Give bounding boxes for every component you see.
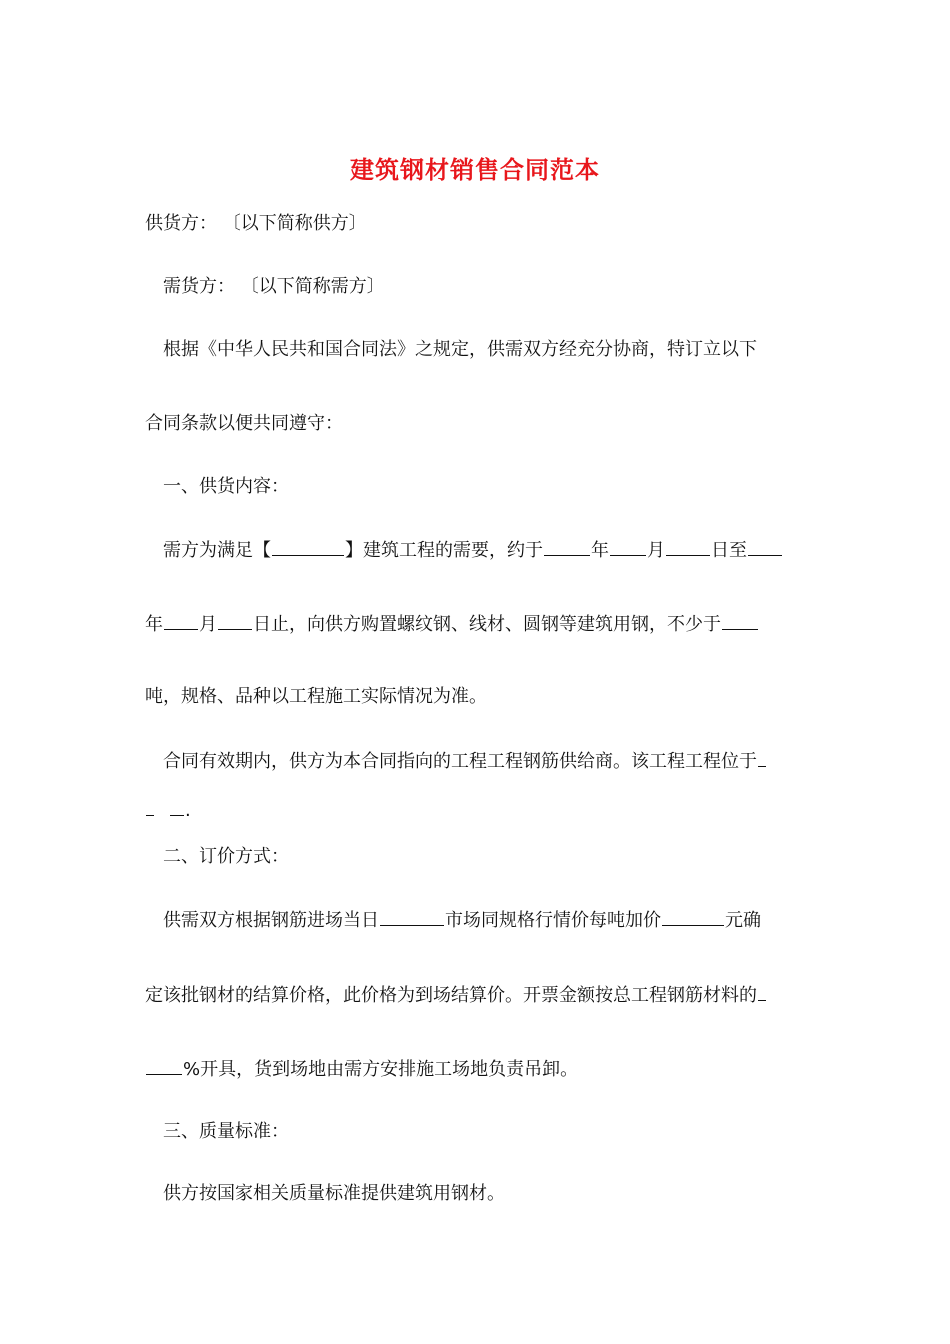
section-3-heading: 三、质量标准：	[163, 1121, 289, 1142]
supply-content-line-2	[145, 611, 759, 637]
text-segment: 年	[145, 614, 163, 635]
text-segment: .	[185, 800, 191, 821]
validity-line-1	[163, 748, 767, 774]
document-title: 建筑钢材销售合同范本	[350, 155, 600, 184]
blank-invoice-percent-cont	[146, 1056, 182, 1075]
text-segment: 月	[647, 540, 665, 561]
text-segment: 市场同规格行情价每吨加价	[445, 910, 661, 931]
text-segment: 供需双方根据钢筋进场当日	[163, 910, 379, 931]
pricing-line-1	[163, 907, 761, 933]
blank-location-cont-2	[170, 797, 184, 816]
text-segment: 月	[199, 614, 217, 635]
blank-start-month	[610, 537, 646, 556]
validity-line-2	[145, 797, 191, 823]
text-segment: 定该批钢材的结算价格，此价格为到场结算价。开票金额按总工程钢筋材料的	[145, 985, 757, 1006]
blank-project-location	[758, 748, 766, 767]
pricing-line-3	[145, 1056, 578, 1082]
blank-market	[380, 907, 444, 926]
blank-project-name	[272, 537, 344, 556]
supply-content-line-3: 吨，规格、品种以工程施工实际情况为准。	[145, 686, 487, 707]
text-segment: 日至	[711, 540, 747, 561]
quality-line-1: 供方按国家相关质量标准提供建筑用钢材。	[163, 1183, 505, 1204]
section-1-heading: 一、供货内容：	[163, 476, 289, 497]
blank-tonnage	[722, 611, 758, 630]
blank-end-month	[164, 611, 198, 630]
blank-end-year	[748, 537, 782, 556]
text-segment: 合同有效期内，供方为本合同指向的工程工程钢筋供给商。该工程工程位于	[163, 751, 757, 772]
text-segment: 需方为满足【	[163, 540, 271, 561]
section-2-heading: 二、订价方式：	[163, 846, 289, 867]
text-segment: %开具，货到场地由需方安排施工场地负责吊卸。	[183, 1059, 579, 1080]
buyer-line: 需货方： 〔以下简称需方〕	[163, 276, 385, 297]
text-segment: 年	[591, 540, 609, 561]
blank-invoice-percent	[758, 982, 766, 1001]
preamble-line-2: 合同条款以便共同遵守：	[145, 413, 343, 434]
supply-content-line-1	[163, 537, 783, 563]
pricing-line-2	[145, 982, 767, 1008]
text-segment: 元确	[725, 910, 761, 931]
blank-end-day	[218, 611, 252, 630]
blank-location-cont-1	[146, 797, 154, 816]
text-segment: 日止，向供方购置螺纹钢、线材、圆钢等建筑用钢，不少于	[253, 614, 721, 635]
blank-markup	[662, 907, 724, 926]
preamble-line-1: 根据《中华人民共和国合同法》之规定，供需双方经充分协商，特订立以下	[163, 339, 757, 360]
text-segment: 】建筑工程的需要，约于	[345, 540, 543, 561]
blank-start-year	[544, 537, 590, 556]
blank-start-day	[666, 537, 710, 556]
supplier-line: 供货方： 〔以下简称供方〕	[145, 213, 367, 234]
